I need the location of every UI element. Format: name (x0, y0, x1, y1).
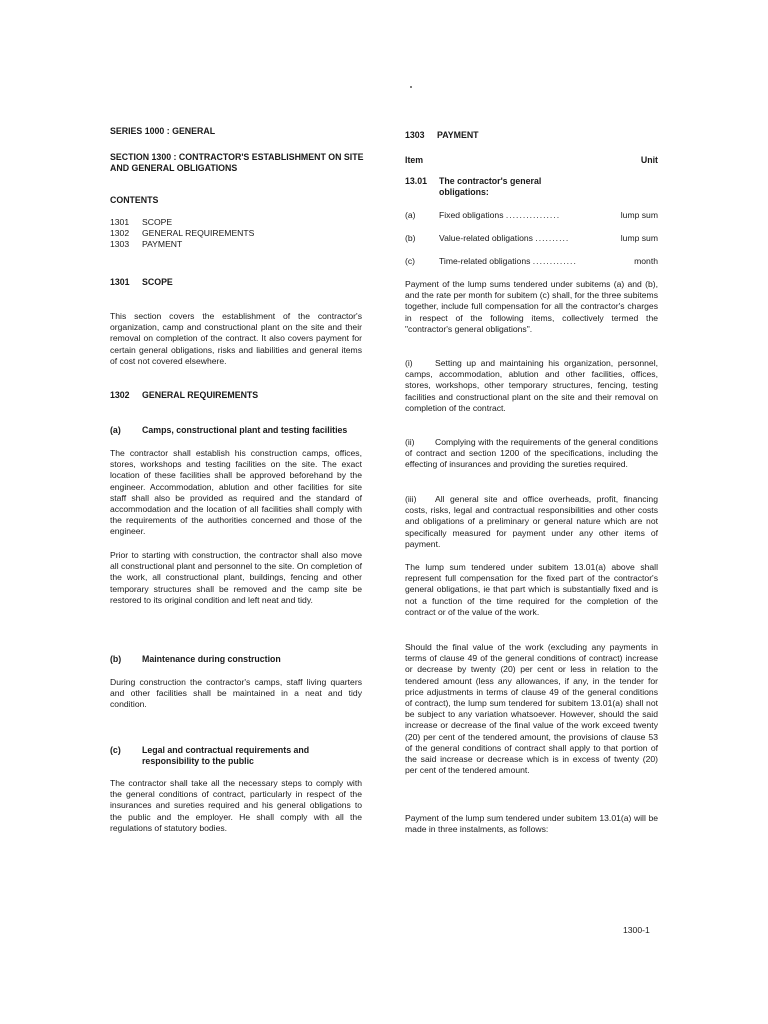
obligation-ii: (ii) Complying with the requirements of the general conditions of contract and section 1200 of the specifications, including the effecting of insurances and providing the sureties required. (405, 437, 658, 470)
subsection-b-paragraph: During construction the contractor's camps, staff living quarters and other facilities shall be maintained in a neat and tidy condition. (110, 677, 362, 710)
subsection-a-paragraph-2: Prior to starting with construction, the contractor shall also move all constructional plant and personnel to the site. On completion of the work, all constructional plant, buildings, fencing and other temporary structures shall be removed and the camp site be restored to its original condition and left neat and tidy. (110, 550, 362, 605)
item-column-header: Item (405, 155, 424, 165)
payment-paragraph-3: Should the final value of the work (excluding any payments in terms of clause 49 of the general conditions of contract) increase or decrease by twenty (20) per cent or less in relation to the tendered amount (less any allowances, if any, in the tender for price adjustments in terms of clause 49 of the general conditions of contract), the lump sum tendered for subitem 13.01(a) shall not be subject to any variation whatsoever. However, should the said increase or decrease of the final value of the work exceed twenty (20) per cent of the tendered amount, the provisions of clause 53 of the general conditions of contract shall apply to that portion of the said increase or decrease which is in excess of twenty (20) per cent of the tendered amount. (405, 642, 658, 776)
general-requirements-heading: 1302 GENERAL REQUIREMENTS (110, 390, 259, 400)
contents-heading: CONTENTS (110, 195, 159, 205)
scope-heading: 1301 SCOPE (110, 277, 173, 287)
subsection-c-paragraph: The contractor shall take all the necessary steps to comply with the general conditions of contract, particularly in respect of the insurances and sureties required and his general obligations to the public and the employer. He shall comply with all the regulations of statutory bodies. (110, 778, 362, 833)
item-13-01-heading: 13.01 The contractor's general obligations: (405, 176, 542, 198)
subsection-c-heading: (c) Legal and contractual requirements and responsibility to the public (110, 745, 310, 767)
section-heading: SECTION 1300 : CONTRACTOR'S ESTABLISHMENT ON SITE AND GENERAL OBLIGATIONS (110, 152, 364, 174)
payment-paragraph-1: Payment of the lump sums tendered under subitems (a) and (b), and the rate per month for subitem (c) shall, for the three subitems together, include full compensation for all the contractor's charges in respect of the following items, collectively termed the "contractor's general obligations". (405, 279, 658, 334)
item-unit-header (405, 155, 658, 166)
payment-paragraph-4: Payment of the lump sum tendered under subitem 13.01(a) will be made in three instalments, as follows: (405, 813, 658, 835)
scan-speck (410, 86, 412, 88)
payment-paragraph-2: The lump sum tendered under subitem 13.01(a) above shall represent full compensation for the fixed part of the contractor's general obligations, ie that part which is substantially fixed and is not a function of the time required for the completion of the contract or of the value of the work. (405, 562, 658, 617)
subsection-a-paragraph-1: The contractor shall establish his construction camps, offices, stores, workshops and testing facilities on the site. The exact location of these facilities shall be approved beforehand by the engineer. Accommodation, ablution and other facilities for site staff shall also be provided as required and the standard of accommodation and the location of all facilities shall comply with the requirements of the authorities concerned and those of the engineer. (110, 448, 362, 537)
series-heading: SERIES 1000 : GENERAL (110, 126, 216, 136)
subitem-c: (c) Time-related obligations ............. month (405, 256, 658, 266)
contents-item: 1302 GENERAL REQUIREMENTS (110, 228, 255, 239)
subsection-b-heading: (b) Maintenance during construction (110, 654, 281, 664)
contents-item: 1301 SCOPE (110, 217, 173, 227)
subsection-a-heading: (a) Camps, constructional plant and testing facilities (110, 425, 348, 435)
contents-item: 1303 PAYMENT (110, 239, 183, 250)
subitem-b: (b) Value-related obligations .......... lump sum (405, 233, 658, 243)
subitem-a: (a) Fixed obligations ................ lump sum (405, 210, 658, 220)
scope-paragraph: This section covers the establishment of the contractor's organization, camp and constructional plant on the site and their removal on completion of the contract. It also covers payment for certain general obligations, risks and liabilities and general items of cost not covered elsewhere. (110, 311, 362, 366)
obligation-iii: (iii) All general site and office overheads, profit, financing costs, risks, legal and contractual responsibilities and other costs and obligations of a preliminary or general nature which are not specifically measured for payment under any other items of payment. (405, 494, 658, 549)
unit-column-header: Unit (640, 155, 658, 165)
obligation-i: (i) Setting up and maintaining his organization, personnel, camps, accommodation, ablution and other facilities, offices, stores, workshops, other temporary structures, fencing, testing facilities and constructional plant on the site and their removal on completion of the contract. (405, 358, 658, 413)
payment-heading: 1303 PAYMENT (405, 130, 479, 140)
contents-list (110, 217, 362, 251)
page-number: 1300-1 (623, 925, 650, 935)
